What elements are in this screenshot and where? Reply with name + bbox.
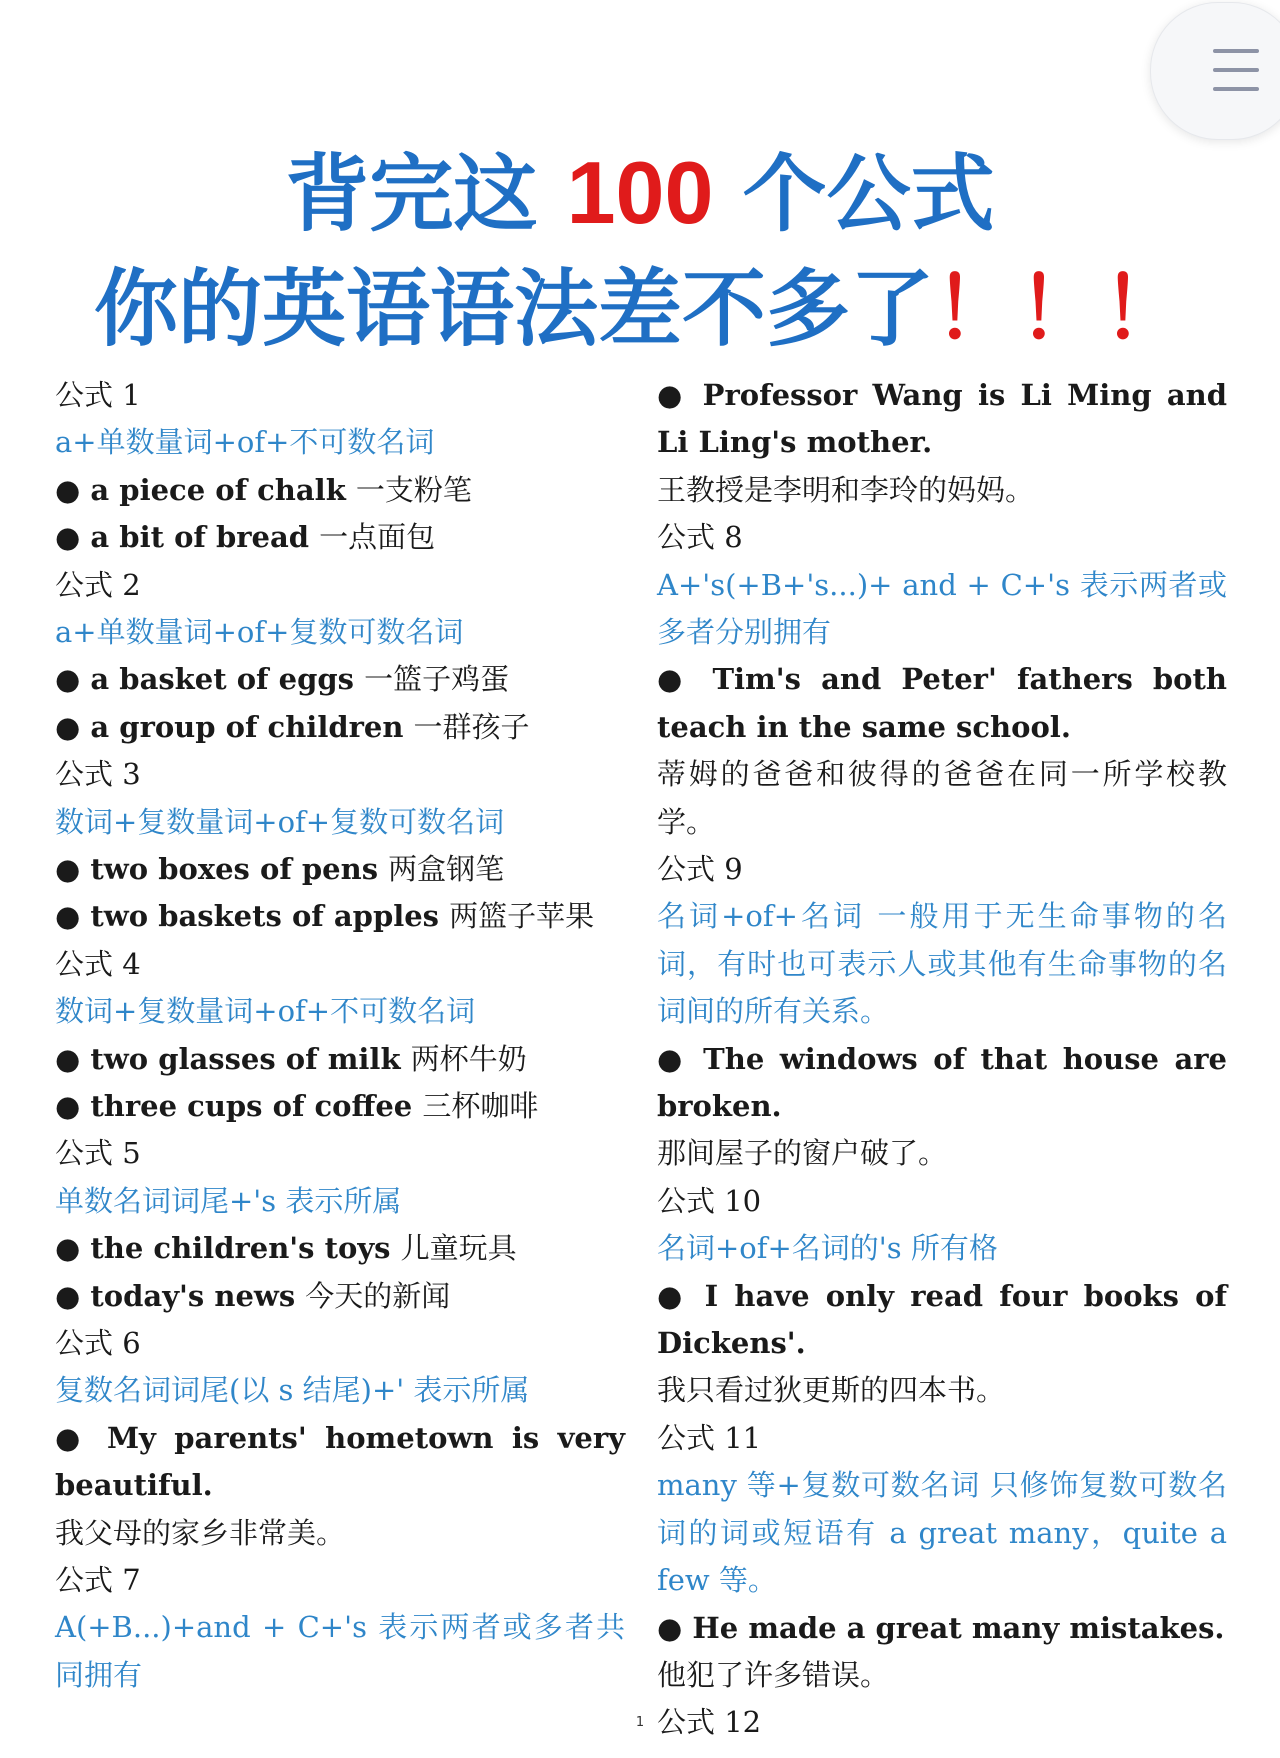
example-sentence: ● He made a great many mistakes. xyxy=(657,1610,1225,1645)
example-english: ● a bit of bread xyxy=(55,520,320,555)
formula-rule: many 等+复数可数名词 只修饰复数可数名词的词或短语有 a great many，quite a few 等。 xyxy=(657,1468,1227,1598)
example-english: ● today's news xyxy=(55,1278,306,1313)
title-number: 100 xyxy=(566,143,714,242)
title-exclamation: ！！！ xyxy=(934,260,1187,358)
formula-rule: 名词+of+名词的's 所有格 xyxy=(657,1231,998,1266)
example-chinese: 一点面包 xyxy=(319,520,436,555)
example-item xyxy=(55,704,625,751)
example-english: ● two glasses of milk xyxy=(55,1041,411,1076)
example-english: ● the children's toys xyxy=(55,1231,401,1266)
formula-heading: 公式 9 xyxy=(657,852,743,887)
right-column xyxy=(657,372,1227,1747)
example-item xyxy=(55,1036,625,1083)
formula-rule: A+'s(+B+'s...)+ and + C+'s 表示两者或多者分别拥有 xyxy=(657,567,1227,650)
example-english: ● a group of children xyxy=(55,709,414,744)
page-title-line-1 xyxy=(0,138,1280,249)
sentence-translation: 王教授是李明和李玲的妈妈。 xyxy=(657,472,1035,507)
example-english: ● a piece of chalk xyxy=(55,472,356,507)
example-english: ● a basket of eggs xyxy=(55,662,365,697)
menu-icon xyxy=(1213,49,1259,53)
example-english: ● three cups of coffee xyxy=(55,1088,423,1123)
menu-icon-bar-2 xyxy=(1213,68,1259,72)
sentence-translation: 那间屋子的窗户破了。 xyxy=(657,1136,948,1171)
formula-rule: 名词+of+名词 一般用于无生命事物的名词，有时也可表示人或其他有生命事物的名词间的所有关系。 xyxy=(657,899,1227,1029)
example-chinese: 儿童玩具 xyxy=(400,1231,517,1266)
example-sentence: ● My parents' hometown is very beautiful. xyxy=(55,1420,625,1503)
example-chinese: 两篮子苹果 xyxy=(449,899,595,934)
example-sentence: ● The windows of that house are broken. xyxy=(657,1041,1227,1124)
example-chinese: 两杯牛奶 xyxy=(410,1041,527,1076)
sentence-translation: 他犯了许多错误。 xyxy=(657,1657,890,1692)
example-item xyxy=(55,846,625,893)
example-item xyxy=(55,1273,625,1320)
formula-heading: 公式 1 xyxy=(55,378,141,412)
example-chinese: 一篮子鸡蛋 xyxy=(364,662,510,697)
formula-heading: 公式 4 xyxy=(55,946,141,981)
example-item xyxy=(55,656,625,703)
formula-rule: 复数名词词尾(以 s 结尾)+' 表示所属 xyxy=(55,1373,530,1408)
formula-heading: 公式 7 xyxy=(55,1562,141,1597)
example-english: ● two baskets of apples xyxy=(55,899,450,934)
formula-rule: a+单数量词+of+复数可数名词 xyxy=(55,614,464,649)
left-column xyxy=(55,372,625,1699)
formula-heading: 公式 12 xyxy=(657,1705,762,1740)
formula-heading: 公式 5 xyxy=(55,1136,141,1171)
example-item xyxy=(55,514,625,561)
example-sentence: ● Professor Wang is Li Ming and Li Ling's mother. xyxy=(657,378,1227,460)
title-main: 你的英语语法差不多了 xyxy=(93,260,934,358)
formula-heading: 公式 10 xyxy=(657,1183,762,1218)
example-item xyxy=(55,1083,625,1130)
menu-button[interactable] xyxy=(1150,2,1280,140)
example-chinese: 一支粉笔 xyxy=(355,472,472,507)
example-chinese: 今天的新闻 xyxy=(305,1278,451,1313)
sentence-translation: 我父母的家乡非常美。 xyxy=(55,1515,346,1550)
example-item xyxy=(55,1225,625,1272)
formula-heading: 公式 3 xyxy=(55,757,141,792)
example-english: ● two boxes of pens xyxy=(55,851,389,886)
formula-rule: 单数名词词尾+'s 表示所属 xyxy=(55,1183,402,1218)
sentence-translation: 我只看过狄更斯的四本书。 xyxy=(657,1373,1006,1408)
formula-heading: 公式 6 xyxy=(55,1325,141,1360)
page-title-line-2 xyxy=(0,254,1280,364)
example-item xyxy=(55,467,625,514)
example-chinese: 三杯咖啡 xyxy=(422,1088,539,1123)
formula-rule: 数词+复数量词+of+不可数名词 xyxy=(55,994,476,1029)
title-suffix: 个公式 xyxy=(713,145,995,243)
formula-rule: a+单数量词+of+不可数名词 xyxy=(55,425,435,460)
example-chinese: 两盒钢笔 xyxy=(388,851,505,886)
sentence-translation: 蒂姆的爸爸和彼得的爸爸在同一所学校教学。 xyxy=(657,757,1227,839)
example-item xyxy=(55,893,625,940)
example-sentence: ● Tim's and Peter' fathers both teach in the same school. xyxy=(657,662,1227,744)
page-number: 1 xyxy=(635,1715,645,1730)
formula-heading: 公式 8 xyxy=(657,520,743,555)
formula-heading: 公式 2 xyxy=(55,567,141,602)
formula-rule: A(+B...)+and + C+'s 表示两者或多者共同拥有 xyxy=(55,1610,625,1692)
menu-icon-bar-3 xyxy=(1213,87,1259,91)
example-sentence: ● I have only read four books of Dickens'. xyxy=(657,1278,1227,1361)
formula-rule: 数词+复数量词+of+复数可数名词 xyxy=(55,804,505,839)
example-chinese: 一群孩子 xyxy=(413,709,530,744)
formula-heading: 公式 11 xyxy=(657,1420,762,1455)
title-prefix: 背完这 xyxy=(285,145,567,243)
